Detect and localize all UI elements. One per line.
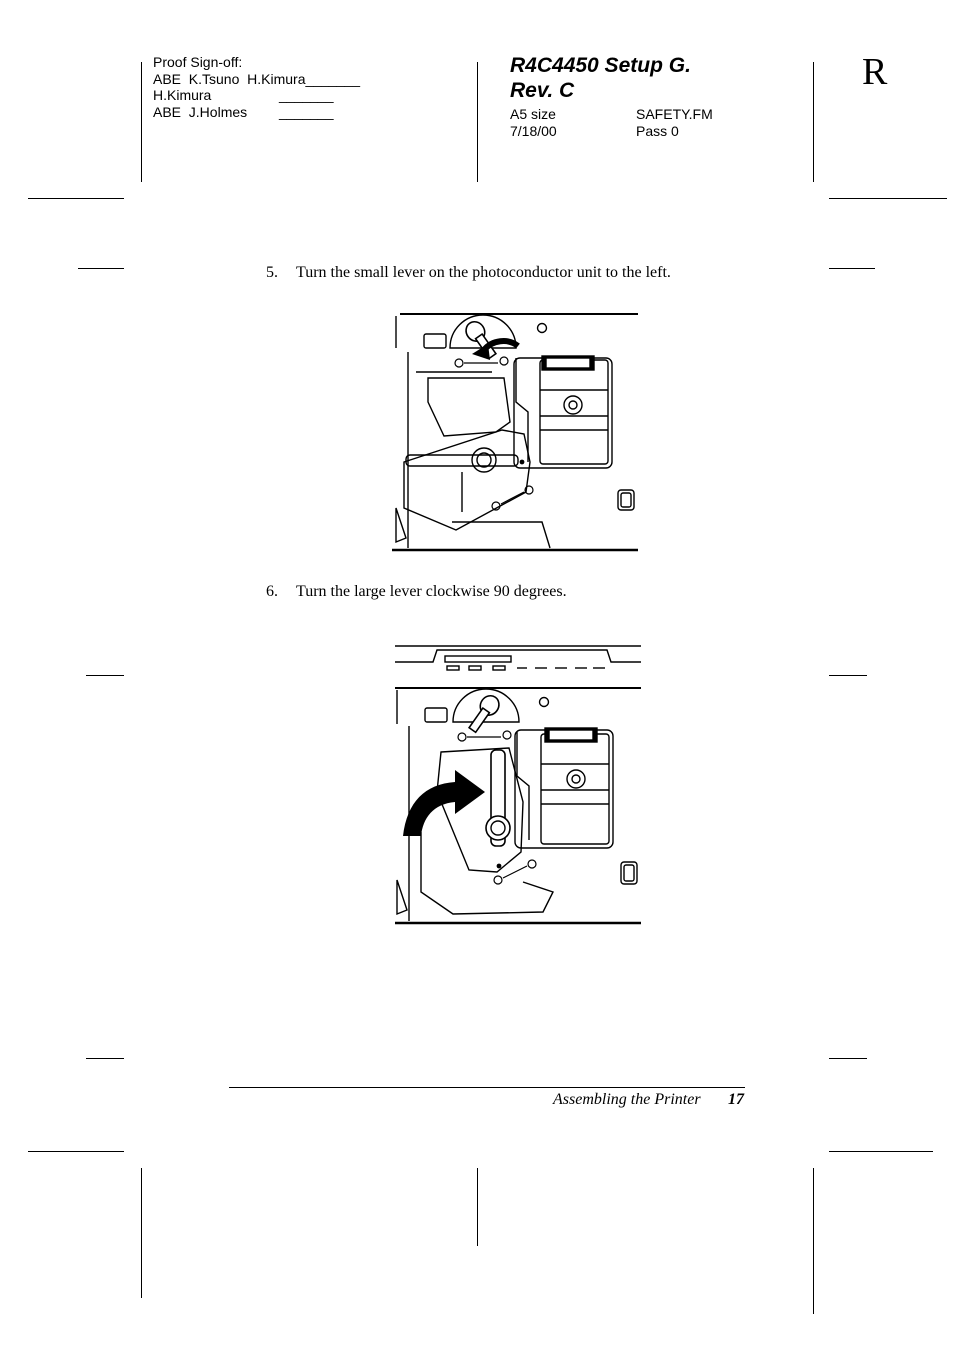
step-text: Turn the large lever clockwise 90 degrees. xyxy=(296,583,567,600)
crop-mark xyxy=(829,268,875,269)
crop-mark xyxy=(829,675,867,676)
document-title: R4C4450 Setup G. xyxy=(510,54,691,77)
crop-mark xyxy=(86,675,124,676)
section-mark: R xyxy=(862,51,888,93)
crop-mark xyxy=(829,1058,867,1059)
crop-mark xyxy=(813,1168,814,1314)
file-name: SAFETY.FM xyxy=(636,106,713,122)
proof-signoff-label: Proof Sign-off: xyxy=(153,54,243,70)
crop-mark xyxy=(141,1168,142,1298)
page-size: A5 size xyxy=(510,106,556,122)
crop-mark xyxy=(141,62,142,182)
crop-mark xyxy=(28,198,124,199)
signature-blank: _______ xyxy=(279,104,334,120)
step-number: 6. xyxy=(266,583,278,600)
pass-number: Pass 0 xyxy=(636,123,679,139)
proof-date: 7/18/00 xyxy=(510,123,557,139)
crop-mark xyxy=(28,1151,124,1152)
step-number: 5. xyxy=(266,264,278,281)
footer-rule xyxy=(229,1087,745,1088)
signature-blank: _______ xyxy=(279,87,334,103)
document-revision: Rev. C xyxy=(510,79,575,102)
crop-mark xyxy=(78,268,124,269)
proof-signoff-line: ABE K.Tsuno H.Kimura_______ xyxy=(153,71,361,87)
page-number: 17 xyxy=(728,1091,744,1108)
crop-mark xyxy=(477,1168,478,1246)
figure-small-lever xyxy=(392,312,642,554)
crop-mark xyxy=(477,62,478,182)
crop-mark xyxy=(829,198,947,199)
footer-section-title: Assembling the Printer xyxy=(553,1091,701,1108)
crop-mark xyxy=(86,1058,124,1059)
step-text: Turn the small lever on the photoconductor unit to the left. xyxy=(296,264,671,281)
figure-large-lever xyxy=(393,642,643,927)
proof-signoff-line: ABE J.Holmes xyxy=(153,104,248,120)
crop-mark xyxy=(813,62,814,182)
proof-signoff-line: H.Kimura xyxy=(153,87,212,103)
crop-mark xyxy=(829,1151,933,1152)
